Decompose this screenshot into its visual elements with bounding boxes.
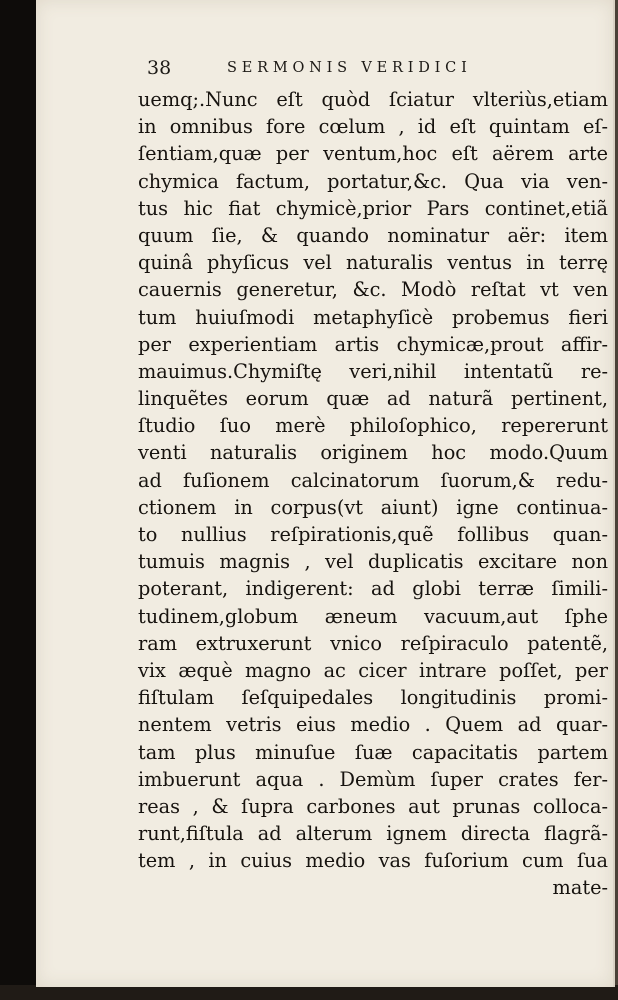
text-line: uemq;.Nunc eſt quòd ſciatur vlteriùs,etiam (138, 88, 608, 111)
text-line: cauernis generetur, &c. Modò reſtat vt ven (138, 278, 608, 302)
running-head (147, 56, 617, 80)
text-line: mauimus.Chymiſtę veri,nihil intentatũ re- (138, 359, 608, 383)
text-line: poterant, indigerent: ad globi terræ ſimili- (138, 577, 608, 601)
page-number: 38 (147, 57, 172, 79)
running-title: SERMONIS VERIDICI (227, 60, 472, 76)
text-line: tumuis magnis , vel duplicatis excitare non (138, 550, 608, 574)
text-line: runt,fiſtula ad alterum ignem directa flagrã- (138, 822, 608, 846)
text-line: tam plus minuſue ſuæ capacitatis partem (138, 740, 608, 764)
text-line: tem , in cuius medio vas fuſorium cum ſua (138, 849, 608, 873)
text-line: ad fuſionem calcinatorum ſuorum,& redu- (138, 468, 608, 492)
text-line: venti naturalis originem hoc modo.Quum (138, 441, 608, 465)
text-line: tus hic fiat chymicè,prior Pars continet,etiã (138, 196, 608, 220)
text-line: linquẽtes eorum quæ ad naturã pertinent, (138, 387, 608, 411)
book-page (36, 0, 615, 987)
text-line: tum huiuſmodi metaphyſicè probemus fieri (138, 305, 608, 329)
text-line: in omnibus fore cœlum , id eſt quintam eſ- (138, 115, 608, 139)
text-line: tudinem,globum æneum vacuum,aut ſphe (138, 604, 608, 628)
scan-bottom-edge (0, 985, 618, 1000)
text-line: per experientiam artis chymicæ,prout affir- (138, 332, 608, 356)
text-line: chymica factum, portatur,&c. Qua via ven- (138, 169, 608, 193)
text-line: ram extruxerunt vnico reſpiraculo patentẽ, (138, 631, 608, 655)
text-line: reas , & ſupra carbones aut prunas colloca- (138, 794, 608, 818)
text-line: imbuerunt aqua . Demùm ſuper crates fer- (138, 767, 608, 791)
text-line: ſentiam,quæ per ventum,hoc eſt aërem arte (138, 142, 608, 166)
body-text (138, 86, 608, 902)
text-line: quinâ phyſicus vel naturalis ventus in terrę (138, 251, 608, 275)
catchword: mate- (552, 876, 608, 900)
text-line: fiſtulam ſeſquipedales longitudinis promi- (138, 686, 608, 710)
text-line: nentem vetris eius medio . Quem ad quar- (138, 713, 608, 737)
text-line: ſtudio ſuo merè philoſophico, repererunt (138, 414, 608, 438)
text-line: vix æquè magno ac cicer intrare poſſet, per (138, 658, 608, 682)
text-line: ctionem in corpus(vt aiunt) igne continua- (138, 495, 608, 519)
text-line: quum ſie, & quando nominatur aër: item (138, 223, 608, 247)
scan-dark-edge (0, 0, 36, 1000)
text-line: to nullius reſpirationis,quẽ follibus quan- (138, 523, 608, 546)
